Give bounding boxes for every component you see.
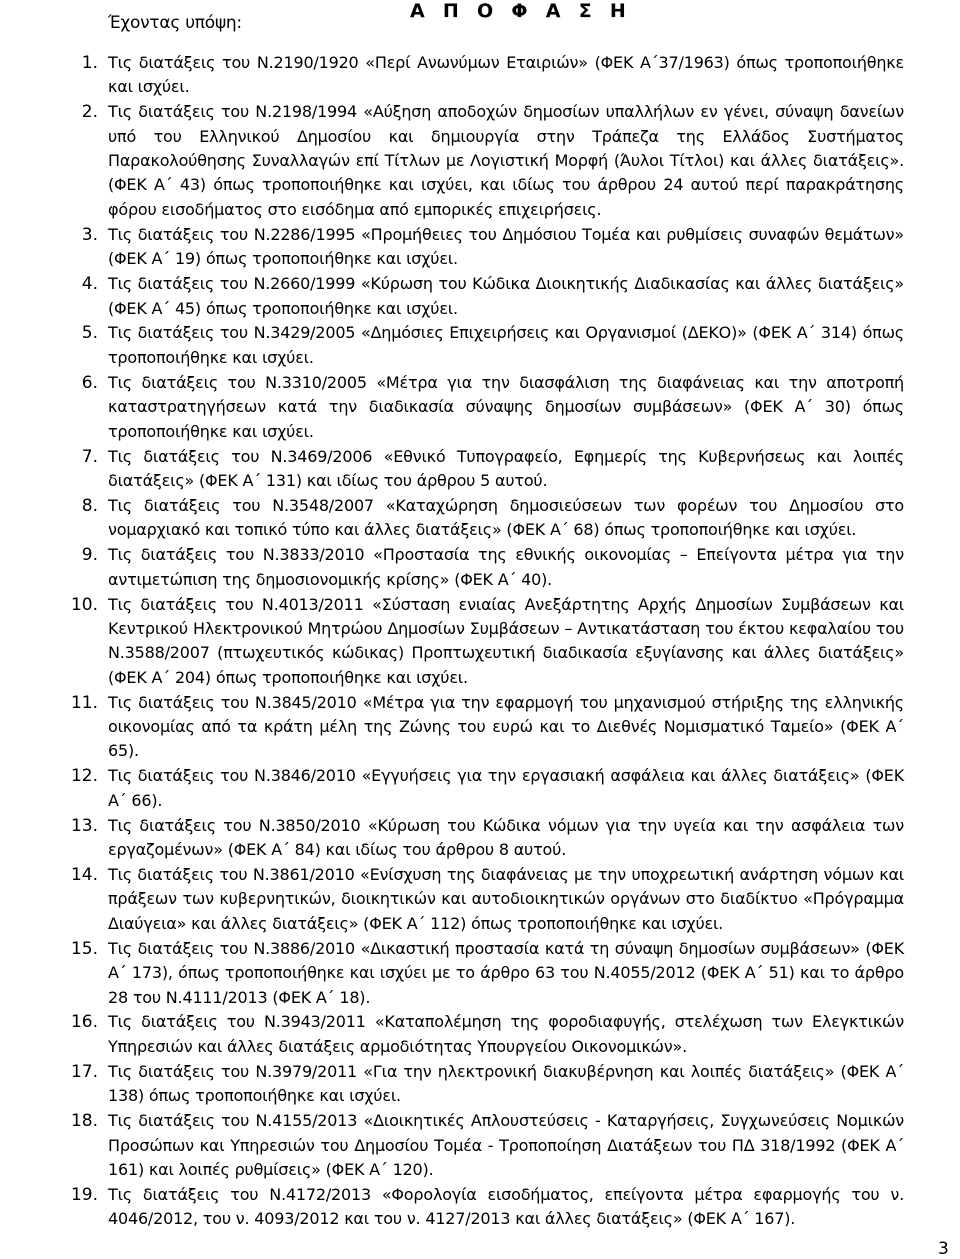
item-number: 15. (70, 938, 98, 959)
page-number: 3 (938, 1239, 949, 1259)
item-number: 11. (70, 692, 98, 713)
item-number: 16. (70, 1012, 98, 1033)
item-text: Τις διατάξεις του Ν.3943/2011 «Καταπολέμηση της φοροδιαφυγής, στελέχωση των Ελεγκτικών Υπηρεσιών και άλλες διατάξεις αρμοδιότητας Υπουργείου Οικονομικών». (108, 1012, 904, 1056)
item-number: 9. (81, 545, 98, 566)
item-number: 13. (70, 815, 98, 836)
item-text: Τις διατάξεις του Ν.3833/2010 «Προστασία της εθνικής οικονομίας – Επείγοντα μέτρα για την αντιμετώπιση της δημοσιονομικής κρίσης» (ΦΕΚ Α΄ 40). (108, 545, 904, 589)
preamble-text: Έχοντας υπόψη: (108, 13, 242, 33)
item-number: 17. (70, 1061, 98, 1082)
item-text: Τις διατάξεις του Ν.3469/2006 «Εθνικό Τυπογραφείο, Εφημερίς της Κυβερνήσεως και λοιπές διατάξεις» (ΦΕΚ Α΄ 131) και ιδίως του άρθρου 5 αυτού. (108, 446, 904, 490)
item-number: 1. (81, 53, 98, 73)
item-text: Τις διατάξεις του Ν.4172/2013 «Φορολογία εισοδήματος, επείγοντα μέτρα εφαρμογής του ν. 4046/2012, του ν. 4093/2012 και του ν. 4127/2013 και άλλες διατάξεις» (ΦΕΚ Α΄ 167). (108, 1184, 904, 1229)
item-text: Τις διατάξεις του Ν.2660/1999 «Κύρωση του Κώδικα Διοικητικής Διαδικασίας και άλλες διατάξεις» (ΦΕΚ Α΄ 45) όπως τροποποιήθηκε και ισχύει. (108, 274, 904, 318)
item-number: 10. (70, 594, 98, 615)
item-text: Τις διατάξεις του Ν.3861/2010 «Ενίσχυση της διαφάνειας με την υποχρεωτική ανάρτηση νόμων και πράξεων των κυβερνητικών, διοικητικών και αυτοδιοικητικών οργάνων στο διαδίκτυο «Πρόγραμμα Διαύγεια» και άλλες διατάξεις» (ΦΕΚ Α΄ 112) όπως τροποποιήθηκε και ισχύει. (108, 865, 904, 933)
item-number: 18. (70, 1111, 98, 1132)
item-number: 4. (81, 274, 98, 295)
item-number: 12. (70, 766, 98, 787)
item-text: Τις διατάξεις του Ν.4155/2013 «Διοικητικές Απλουστεύσεις - Καταργήσεις, Συγχωνεύσεις Νομικών Προσώπων και Υπηρεσιών του Δημοσίου Τομέα - Τροποποίηση Διατάξεων του ΠΔ 318/1992 (ΦΕΚ Α΄ 161) και λοιπές ρυθμίσεις» (ΦΕΚ Α΄ 120). (108, 1111, 904, 1179)
item-text: Τις διατάξεις του Ν.3429/2005 «Δημόσιες Επιχειρήσεις και Οργανισμοί (ΔΕΚΟ)» (ΦΕΚ Α΄ 314) όπως τροποποιήθηκε και ισχύει. (108, 323, 904, 367)
item-number: 8. (81, 495, 98, 516)
item-text: Τις διατάξεις του Ν.4013/2011 «Σύσταση ενιαίας Ανεξάρτητης Αρχής Δημοσίων Συμβάσεων και Κεντρικού Ηλεκτρονικού Μητρώου Δημοσίων Συμβάσεων – Αντικατάσταση του έκτου κεφαλαίου του Ν.3588/2007 (πτωχευτικός κώδικας) Προπτωχευτική διαδικασία εξυγίανσης και άλλες διατάξεις» (ΦΕΚ Α΄ 204) όπως τροποποιήθηκε και ισχύει. (108, 594, 904, 687)
item-number: 5. (81, 323, 98, 344)
item-number: 6. (81, 372, 98, 393)
item-number: 2. (81, 102, 98, 123)
decision-title: Α Π Ο Φ Α Σ Η (410, 0, 632, 22)
item-text: Τις διατάξεις του Ν.3548/2007 «Καταχώρηση δημοσιεύσεων των φορέων του Δημοσίου στο νομαρχιακό και τοπικό τύπο και άλλες διατάξεις» (ΦΕΚ Α΄ 68) όπως τροποποιήθηκε και ισχύει. (108, 495, 904, 540)
item-text: Τις διατάξεις του Ν.2286/1995 «Προμήθειες του Δημόσιου Τομέα και ρυθμίσεις συναφών θεμάτων» (ΦΕΚ Α΄ 19) όπως τροποποιήθηκε και ισχύει. (108, 224, 904, 269)
item-number: 19. (70, 1184, 98, 1205)
item-text: Τις διατάξεις του Ν.3846/2010 «Εγγυήσεις για την εργασιακή ασφάλεια και άλλες διατάξεις» (ΦΕΚ Α΄ 66). (108, 766, 904, 810)
item-number: 14. (70, 865, 98, 886)
item-number: 3. (81, 224, 98, 245)
item-text: Τις διατάξεις του Ν.3310/2005 «Μέτρα για την διασφάλιση της διαφάνειας και την αποτροπή καταστρατηγήσεων κατά την διαδικασία σύναψης δημοσίων συμβάσεων» (ΦΕΚ Α΄ 30) όπως τροποποιήθηκε και ισχύει. (108, 372, 904, 441)
item-text: Τις διατάξεις του Ν.2190/1920 «Περί Ανωνύμων Εταιριών» (ΦΕΚ Α΄37/1963) όπως τροποποιήθηκε και ισχύει. (108, 53, 904, 97)
item-text: Τις διατάξεις του Ν.3979/2011 «Για την ηλεκτρονική διακυβέρνηση και λοιπές διατάξεις» (ΦΕΚ Α΄ 138) όπως τροποποιήθηκε και ισχύει. (108, 1061, 904, 1106)
item-text: Τις διατάξεις του Ν.3850/2010 «Κύρωση του Κώδικα νόμων για την υγεία και την ασφάλεια των εργαζομένων» (ΦΕΚ Α΄ 84) και ιδίως του άρθρου 8 αυτού. (108, 815, 904, 860)
item-text: Τις διατάξεις του Ν.2198/1994 «Αύξηση αποδοχών δημοσίων υπαλλήλων εν γένει, σύναψη δανείων υπό του Ελληνικού Δημοσίου και δημιουργία στην Τράπεζα της Ελλάδος Συστήματος Παρακολούθησης Συναλλαγών επί Τίτλων με Λογιστική Μορφή (Άυλοι Τίτλοι) και άλλες διατάξεις». (ΦΕΚ Α΄ 43) όπως τροποποιήθηκε και ισχύει, και ιδίως του άρθρου 24 αυτού περί παρακράτησης φόρου εισοδήματος στο εισόδημα από εμπορικές επιχειρήσεις. (108, 102, 904, 219)
item-number: 7. (81, 446, 98, 467)
item-text: Τις διατάξεις του Ν.3886/2010 «Δικαστική προστασία κατά τη σύναψη δημοσίων συμβάσεων» (ΦΕΚ Α΄ 173), όπως τροποποιήθηκε και ισχύει με το άρθρο 63 του Ν.4055/2012 (ΦΕΚ Α΄ 51) και το άρθρο 28 του Ν.4111/2013 (ΦΕΚ Α΄ 18). (108, 938, 904, 1007)
item-text: Τις διατάξεις του Ν.3845/2010 «Μέτρα για την εφαρμογή του μηχανισμού στήριξης της ελληνικής οικονομίας από τα κράτη μέλη της Ζώνης του ευρώ και το Διεθνές Νομισματικό Ταμείο» (ΦΕΚ Α΄ 65). (108, 692, 904, 761)
